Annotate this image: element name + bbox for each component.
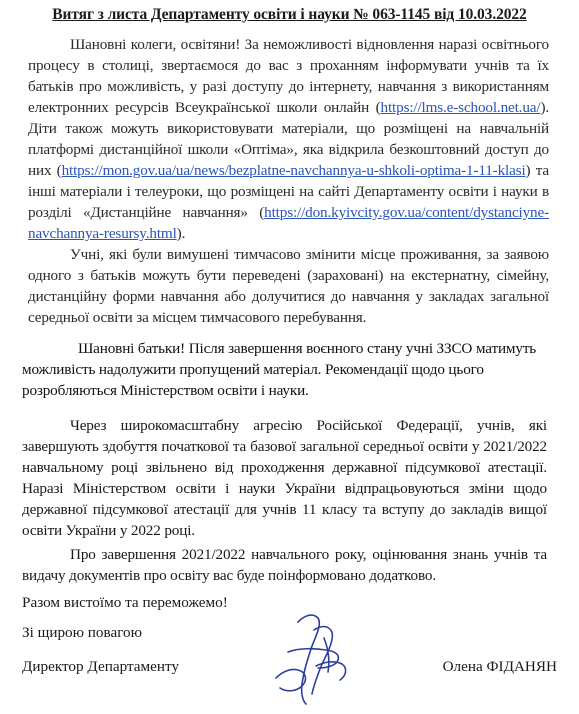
colleagues-text-4: ). bbox=[176, 225, 186, 242]
signer-name: Олена ФІДАНЯН bbox=[442, 658, 557, 675]
parents-section bbox=[12, 338, 567, 401]
colleagues-text-3: ) та інші матеріали і телеуроки, що розміщені на сайті Департаменту освіти і науки в розділі «Дистанційне навчання» ( bbox=[28, 162, 549, 221]
closing-line: Разом вистоїмо та переможемо! bbox=[22, 594, 228, 611]
colleagues-text-2: ). Діти також можуть використовувати матеріали, що розміщені на навчальній платформі дистанційної школи «Оптіма», яка відкрила безкоштовний доступ до них ( bbox=[28, 99, 549, 179]
colleagues-section bbox=[12, 34, 567, 328]
regards-line: Зі щирою повагою bbox=[22, 624, 143, 641]
handwritten-signature-icon bbox=[268, 608, 354, 708]
year-end-paragraph: Про завершення 2021/2022 навчального року, оцінювання знань учнів та видачу документів про освіту вас буде поінформовано додатково. bbox=[22, 546, 547, 584]
attestation-paragraph: Через широкомасштабну агресію Російської Федерації, учнів, які завершують здобуття початкової та базової загальної середньої освіти у 2021/2022 навчальному році звільнено від проходження державної підсумкової атестації. Наразі Міністерством освіти і науки України відпрацьовуються зміни щодо державної підсумкової атестації для учнів 11 класу та вступу до закладів вищої освіти України у 2022 році. bbox=[22, 417, 547, 539]
optima-link[interactable]: https://mon.gov.ua/ua/news/bezplatne-navchannya-u-shkoli-optima-1-11-klasi bbox=[61, 162, 526, 179]
colleagues-paragraph bbox=[28, 34, 549, 244]
relocated-students-paragraph: Учні, які були вимушені тимчасово змінити місце проживання, за заявою одного з батьків можуть бути переведені (зараховані) на екстернатну, сімейну, дистанційну форми навчання або долучитися до навчання у закладах загальної середньої освіти за місцем тимчасового перебування. bbox=[28, 246, 549, 326]
e-school-link[interactable]: https://lms.e-school.net.ua/ bbox=[380, 99, 541, 116]
distance-learning-link[interactable]: https://don.kyivcity.gov.ua/content/dystanciyne-navchannya-resursy.html bbox=[28, 204, 549, 242]
colleagues-text-1: Шановні колеги, освітяни! За неможливості відновлення наразі освітнього процесу в столиці, звертаємося до вас з проханням інформувати учнів та їх батьків про можливість, у разі доступу до інтернету, навчання з використанням електронних ресурсів Всеукраїнської школи онлайн ( bbox=[28, 36, 549, 116]
signer-title: Директор Департаменту bbox=[22, 658, 180, 675]
attestation-section bbox=[12, 415, 567, 586]
parents-paragraph: Шановні батьки! Після завершення воєнного стану учні ЗЗСО матимуть можливість надолужити пропущений матеріал. Рекомендації щодо цього розробляються Міністерством освіти і науки. bbox=[22, 340, 537, 399]
document-title: Витяг з листа Департаменту освіти і науки № 063-1145 від 10.03.2022 bbox=[52, 6, 527, 23]
